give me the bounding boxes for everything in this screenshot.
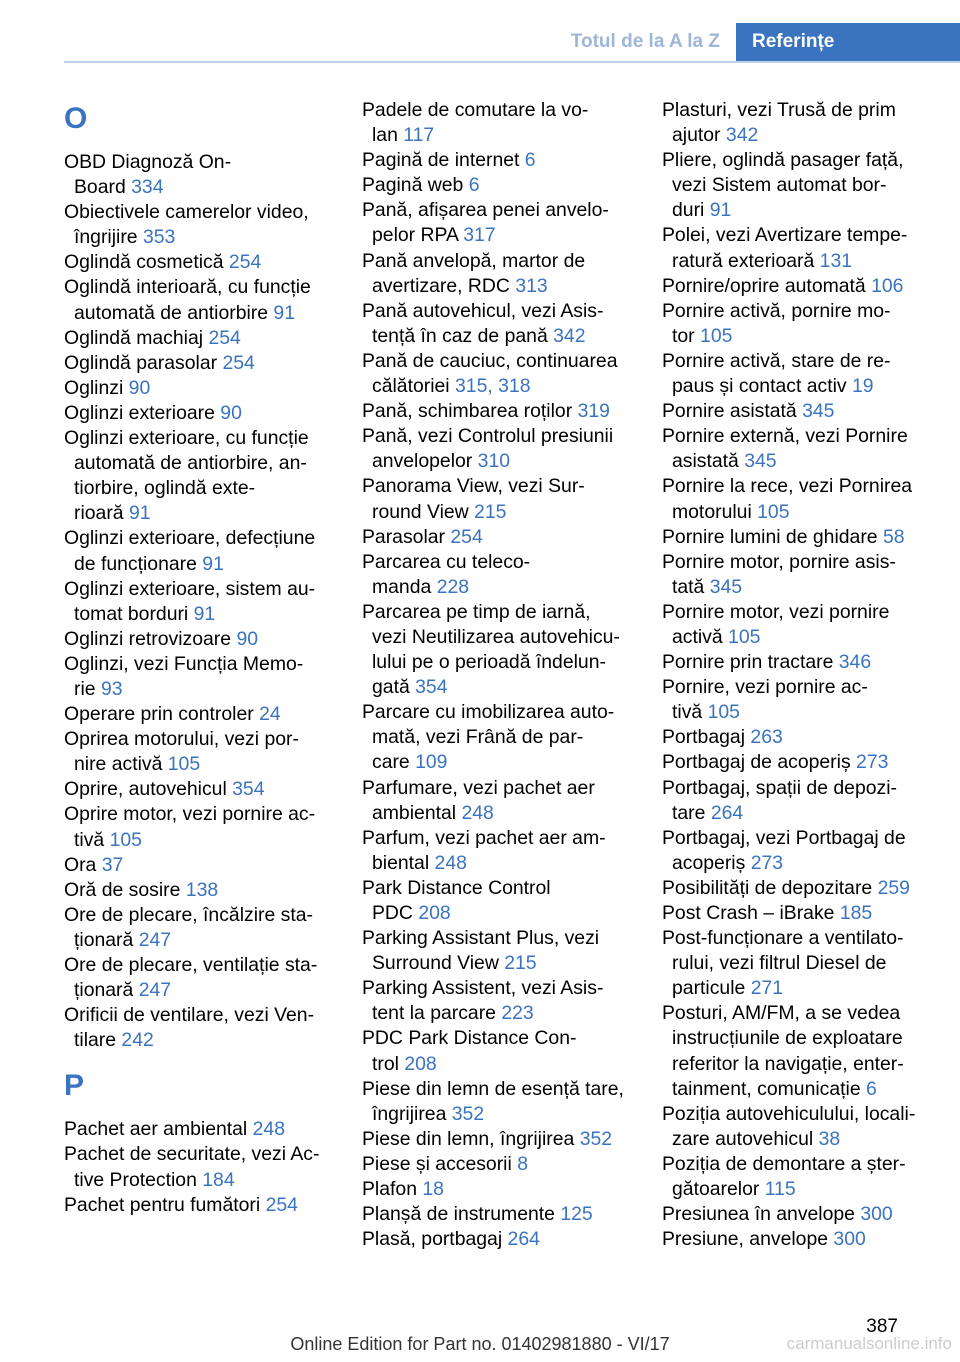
index-entry-term: Poziția de demontare a șter‐ gătoarelor [662,1152,906,1201]
index-entry-page-link[interactable]: 254 [222,351,255,374]
index-entry-page-link[interactable]: 353 [142,226,176,249]
tab-references[interactable]: Referințe [736,23,960,61]
index-entry-page-link[interactable]: 248 [461,801,494,824]
footer-edition: Online Edition for Part no. 01402981880 - VI/17 [290,1334,670,1354]
index-entry-term: Pană de cauciuc, continuarea călătoriei [362,349,618,398]
index-entry [362,198,634,248]
index-entry-term: Ora [64,853,102,876]
index-entry [662,1001,932,1101]
index-entry [64,426,336,526]
index-entry-term: PDC Park Distance Con‐ trol [362,1027,577,1075]
index-entry-page-link[interactable]: 105 [707,701,740,724]
index-entry [362,876,634,926]
index-entry-term: Pornire la rece, vezi Pornirea motorului [662,475,913,523]
index-entry [64,702,336,727]
index-entry [64,526,336,576]
index-entry-term: Ore de plecare, ventilație sta‐ ționară [64,954,318,1002]
index-entry-page-link[interactable]: 354 [415,676,448,699]
index-entry-page-link[interactable]: 310 [477,450,511,473]
index-entry [362,1152,634,1177]
index-entry-page-link[interactable]: 109 [415,751,448,774]
index-entry-page-link[interactable]: 263 [750,726,783,749]
index-entry [64,953,336,1003]
index-entry-term: Pachet de securitate, vezi Ac‐ tive Protection [64,1143,320,1191]
index-entry-term: Pornire lumini de ghidare [662,525,883,548]
index-entry [64,200,336,250]
index-entry-term: Parking Assistant Plus, vezi Surround View [362,927,600,975]
index-entry-term: Obiectivele camerelor video, îngrijire [64,201,309,249]
index-entry-page-link[interactable]: 91 [128,502,151,525]
index-entry [662,148,932,223]
index-entry-term: Post-funcționare a ventilato‐ rului, vezi filtrul Diesel de particule [662,927,904,1000]
index-entry-page-link[interactable]: 273 [856,751,889,774]
index-entry [662,1227,932,1252]
index-entry-term: Park Distance Control PDC [362,876,551,924]
index-entry-term: Pornire motor, vezi pornire activă [662,600,890,648]
index-entry-term: Operare prin controler [64,703,260,726]
index-entry [662,750,932,775]
index-entry-page-link[interactable]: 58 [882,525,905,548]
index-entry-term: Post Crash – iBrake [662,902,840,924]
index-entry-term: Plasă, portbagaj [362,1228,508,1251]
index-entry-term: Oglindă parasolar [64,351,223,374]
index-entry-term: Pagină web [362,174,469,197]
index-entry [362,700,634,775]
index-entry-term: Polei, vezi Avertizare tempe‐ ratură exterioară [662,224,908,272]
index-entry-page-link[interactable]: 131 [819,249,853,272]
index-entry-page-link[interactable]: 345 [802,400,835,423]
index-entry-page-link[interactable]: 185 [839,902,873,924]
index-entry-page-link[interactable]: 19 [852,375,874,398]
index-entry [362,926,634,976]
index-entry [362,826,634,876]
index-entry [662,424,932,474]
index-entry-term: Pornire, vezi pornire ac‐ tivă [662,676,868,724]
index-column-1 [64,98,336,1218]
index-entry-page-link[interactable]: 6 [866,1077,877,1100]
index-entry-page-link[interactable]: 264 [710,801,744,824]
index-entry-term: Piese din lemn, îngrijirea [362,1127,580,1150]
index-entry-page-link[interactable]: 105 [167,753,201,776]
index-entry-term: Pornire externă, vezi Pornire asistată [662,425,908,473]
index-entry-term: Parfum, vezi pachet aer am‐ biental [362,826,606,874]
index-entry [362,249,634,299]
index-entry-page-link[interactable]: 106 [871,274,904,297]
header-divider [64,61,960,63]
index-entry-page-link[interactable]: 38 [818,1127,841,1150]
index-entry [662,675,932,725]
index-entry-page-link[interactable]: 105 [728,625,761,648]
index-entry-term: Pornire activă, stare de re‐ paus și contact activ [662,349,891,398]
index-entry-page-link[interactable]: 345 [709,575,743,598]
index-entry [662,349,932,399]
index-entry [64,376,336,401]
index-entry-term: Planșă de instrumente [362,1203,561,1226]
index-entry-page-link[interactable]: 254 [208,326,241,349]
index-entry-page-link[interactable]: 254 [450,525,483,548]
index-entry [64,351,336,376]
index-entry [362,976,634,1026]
index-entry [362,550,634,600]
index-entry-term: Pornire/oprire automată [662,274,872,297]
index-entry-page-link[interactable]: 208 [418,902,451,924]
index-entry [662,223,932,273]
index-entry-page-link[interactable]: 271 [750,977,784,1000]
index-entry-term: Oprire, autovehicul [64,778,233,801]
index-entry-term: Pornire motor, pornire asis‐ tată [662,550,896,598]
index-entry-term: Oglindă interioară, cu funcție automată de antiorbire [64,276,311,324]
index-entry-term: Padele de comutare la vo‐ lan [362,99,589,147]
index-entry [64,802,336,852]
index-entry-page-link[interactable]: 352 [579,1127,613,1150]
index-entry-term: Oglinzi exterioare, sistem au‐ tomat borduri [64,577,316,625]
index-entry [64,777,336,802]
index-entry-page-link[interactable]: 264 [507,1228,540,1251]
index-entry-term: Oglinzi, vezi Funcția Memo‐ rie [64,652,304,700]
index-entry [362,1202,634,1227]
index-entry [662,725,932,750]
index-entry-page-link[interactable]: 254 [265,1193,298,1216]
index-entry-term: Plafon [362,1178,423,1201]
index-entry-page-link[interactable]: 352 [451,1102,485,1125]
index-entry [662,1102,932,1152]
index-entry [64,250,336,275]
index-entry-page-link[interactable]: 91 [193,602,216,625]
index-entry [662,474,932,524]
index-entry-term: Pagină de internet [362,149,525,172]
index-entry-page-link[interactable]: 18 [422,1178,444,1201]
index-entry [362,173,634,198]
index-entry-term: Posibilități de depozitare [662,876,878,899]
index-entry-page-link[interactable]: 91 [709,199,732,222]
index-entry-term: Pornire asistată [662,400,803,423]
index-entry [362,474,634,524]
index-entry [662,98,932,148]
index-entry-page-link[interactable]: 223 [501,1002,534,1025]
index-entry-page-link[interactable]: 248 [252,1118,285,1141]
index-entry [362,1127,634,1152]
index-entry [362,1177,634,1202]
index-entry-term: OBD Diagnoză On- Board [64,151,232,199]
index-entry-page-link[interactable]: 24 [259,703,281,726]
index-entry-page-link[interactable]: 273 [750,851,784,874]
index-entry-page-link[interactable]: 93 [100,677,123,700]
index-entry-page-link[interactable]: 115 [764,1178,796,1201]
index-entry-term: Plasturi, vezi Trusă de prim ajutor [662,99,896,147]
index-entry-term: Parcarea cu teleco‐ manda [362,550,531,598]
index-entry [662,826,932,876]
index-entry-page-link[interactable]: 313 [515,274,548,297]
index-entry [362,1227,634,1252]
index-entry-page-link[interactable]: 300 [833,1228,866,1251]
index-entry-page-link[interactable]: 242 [121,1029,154,1052]
index-entry-page-link[interactable]: 125 [560,1203,593,1226]
index-entry-term: Pornire prin tractare [662,651,839,674]
index-entry-term: Pană, schimbarea roților [362,400,578,423]
index-entry [64,150,336,200]
index-entry [662,600,932,650]
index-entry-page-link[interactable]: 259 [877,876,910,899]
index-entry [64,727,336,777]
index-entry [362,600,634,700]
index-entry-page-link[interactable]: 105 [757,500,790,523]
index-entry-term: Portbagaj, spații de depozi‐ tare [662,776,897,824]
index-entry-page-link[interactable]: 105 [700,324,733,347]
index-entry [662,650,932,675]
index-entry [64,1003,336,1053]
index-entry-page-link[interactable]: 342 [725,124,759,147]
index-letter-heading: O [64,102,88,135]
index-column-2 [362,98,634,1252]
header-tabs [571,23,960,61]
watermark: carmanualsonline.info [786,1334,952,1353]
index-entry-term: Pachet aer ambiental [64,1118,253,1141]
index-entry [64,878,336,903]
index-entry-page-link[interactable]: 37 [101,853,124,876]
index-entry-term: Oră de sosire [64,878,186,901]
index-entry [64,275,336,325]
index-entry-page-link[interactable]: 317 [463,224,496,247]
index-entry-term: Oglinzi exterioare [64,401,221,424]
index-entry-page-link[interactable]: 8 [517,1152,528,1175]
index-entry-term: Portbagaj de acoperiș [662,751,857,774]
index-entry-term: Pană, vezi Controlul presiunii anvelopelor [362,425,614,473]
index-entry [662,1152,932,1202]
index-entry-page-link[interactable]: 6 [468,174,480,197]
index-entry [64,627,336,652]
index-entry-page-link[interactable]: 117 [403,124,435,147]
index-entry-page-link[interactable]: 315, 318 [455,375,531,398]
index-entry [362,399,634,424]
index-entry [362,424,634,474]
index-entry-term: Ore de plecare, încălzire sta‐ ționară [64,903,313,951]
index-entry [64,1193,336,1218]
index-entry-term: Pană autovehicul, vezi Asis‐ tență în caz de pană [362,299,604,347]
index-entry-page-link[interactable]: 91 [273,301,295,324]
index-entry [64,853,336,878]
index-entry-term: Oglinzi retrovizoare [64,627,237,650]
index-entry-page-link[interactable]: 300 [860,1203,893,1226]
index-entry-term: Parking Assistent, vezi Asis‐ tent la parcare [362,977,604,1025]
index-entry [64,1142,336,1192]
index-entry-page-link[interactable]: 342 [553,324,586,347]
index-entry-term: Presiune, anvelope [662,1228,834,1251]
index-entry-page-link[interactable]: 247 [138,928,172,951]
index-entry-page-link[interactable]: 354 [232,778,265,801]
index-entry [662,525,932,550]
index-entry [362,349,634,399]
index-entry-term: Parfumare, vezi pachet aer ambiental [362,776,595,824]
index-entry-page-link[interactable]: 248 [434,851,467,874]
index-entry [64,577,336,627]
index-entry [362,148,634,173]
index-entry-page-link[interactable]: 215 [474,500,507,523]
index-entry-page-link[interactable]: 90 [128,376,151,399]
index-entry [662,399,932,424]
index-entry-term: Parcare cu imobilizarea auto‐ mată, vezi Frână de par‐ care [362,701,615,774]
index-entry-page-link[interactable]: 247 [138,979,172,1002]
index-entry-page-link[interactable]: 345 [744,450,777,473]
index-entry [662,776,932,826]
index-entry [362,525,634,550]
index-entry-term: Oprirea motorului, vezi por‐ nire activă [64,728,299,776]
index-entry [362,98,634,148]
index-entry-term: Oglindă cosmetică [64,251,229,274]
index-entry-term: Portbagaj [662,726,751,749]
index-entry-page-link[interactable]: 228 [436,575,470,598]
index-entry-term: Posturi, AM/FM, a se vedea instrucțiunile de exploatare referitor la navigație, enter‐ tainment, comunicație [662,1002,904,1100]
index-entry-page-link[interactable]: 90 [236,627,259,650]
index-entry-page-link[interactable]: 215 [504,952,537,975]
index-column-3 [662,98,932,1252]
index-entry [64,1117,336,1142]
index-entry-term: Parasolar [362,525,451,548]
index-entry-page-link[interactable]: 138 [185,878,219,901]
index-entry-term: Orificii de ventilare, vezi Ven‐ tilare [64,1004,315,1052]
index-entry-term: Oglinzi exterioare, defecțiune de funcționare [64,527,316,575]
index-entry [362,776,634,826]
index-entry-term: Piese și accesorii [362,1152,518,1175]
index-entry-term: Parcarea pe timp de iarnă, vezi Neutilizarea autovehicu‐ lului pe o perioadă îndelun‐ gată [362,600,620,699]
index-entry-term: Pachet pentru fumători [64,1193,266,1216]
index-entry-term: Poziția autovehiculului, locali‐ zare autovehicul [662,1102,916,1150]
index-letter-heading: P [64,1069,85,1103]
index-entry [64,326,336,351]
page-number: 387 [866,1316,898,1337]
index-entry-term: Pliere, oglindă pasager față, vezi Sistem automat bor‐ duri [662,149,904,222]
index-entry [662,876,932,901]
index-entry [662,550,932,600]
index-entry [662,299,932,349]
index-entry-term: Oprire motor, vezi pornire ac‐ tivă [64,803,316,851]
index-entry [64,652,336,702]
index-entry [662,1202,932,1227]
index-entry-page-link[interactable]: 6 [524,149,536,172]
index-entry-term: Presiunea în anvelope [662,1203,861,1226]
index-entry-page-link[interactable]: 208 [404,1052,437,1075]
index-entry-term: Oglindă machiaj [64,326,209,349]
index-entry-term: Pornire activă, pornire mo‐ tor [662,299,891,347]
index-entry-term: Pană, afișarea penei anvelo‐ pelor RPA [362,199,609,247]
index-entry-term: Oglinzi [64,376,129,399]
index-entry [362,299,634,349]
index-entry-page-link[interactable]: 90 [220,401,242,424]
index-entry-page-link[interactable]: 254 [228,251,262,274]
index-entry-page-link[interactable]: 91 [202,552,224,575]
index-entry [662,274,932,299]
index-entry [64,401,336,426]
index-entry-term: Portbagaj, vezi Portbagaj de acoperiș [662,826,906,874]
index-entry-page-link[interactable]: 319 [577,400,610,423]
index-entry-term: Panorama View, vezi Sur‐ round View [362,475,585,523]
section-title: Totul de la A la Z [570,31,720,52]
index-entry-page-link[interactable]: 334 [131,176,164,199]
index-entry [64,903,336,953]
index-entry-page-link[interactable]: 105 [109,828,142,851]
index-entry-term: Oglinzi exterioare, cu funcție automată de antiorbire, an‐ tiorbire, oglindă exte‐ rioară [64,427,309,525]
index-entry-term: Piese din lemn de esență tare, îngrijirea [362,1077,624,1125]
index-entry [362,1077,634,1127]
index-entry-page-link[interactable]: 346 [838,651,872,674]
index-entry-term: Pană anvelopă, martor de avertizare, RDC [362,249,586,297]
index-entry [362,1026,634,1076]
index-entry [662,901,932,926]
index-entry-page-link[interactable]: 184 [202,1168,235,1191]
index-entry [662,926,932,1001]
